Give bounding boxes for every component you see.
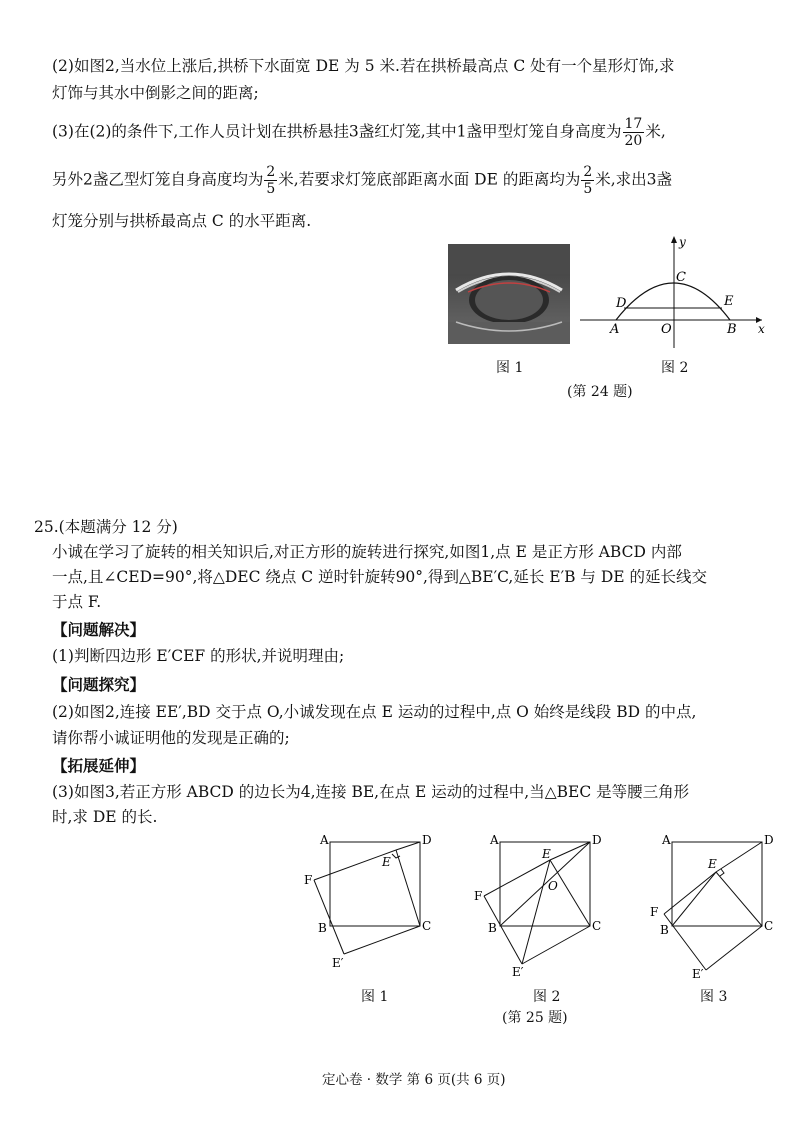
q24-part3-line3: 灯笼分别与拱桥最高点 C 的水平距离. xyxy=(52,212,312,230)
page-footer: 定心卷 · 数学 第 6 页(共 6 页) xyxy=(322,1072,506,1088)
segment-E-prime-C xyxy=(344,926,420,954)
fig3-label-E: E xyxy=(708,857,717,871)
q25-part1: (1)判断四边形 E′CEF 的形状,并说明理由; xyxy=(52,647,345,665)
segment-DE xyxy=(550,842,590,860)
q25-fig2-caption: 图 2 xyxy=(533,989,561,1005)
q24-parabola-diagram xyxy=(580,232,770,350)
label-D: D xyxy=(616,296,627,311)
q25-section2-heading: 【问题探究】 xyxy=(52,675,146,694)
q24-part3-text-d: 米,若要求灯笼底部距离水面 DE 的距离均为 xyxy=(278,170,581,189)
fig1-label-E-prime: E′ xyxy=(332,956,344,970)
y-axis-arrow-icon xyxy=(671,236,677,243)
q24-part3-line2 xyxy=(52,164,672,197)
q25-part2-line2: 请你帮小诚证明他的发现是正确的; xyxy=(52,729,290,747)
segment-EC xyxy=(716,872,762,926)
fig2-label-E: E xyxy=(542,847,551,861)
q24-part3-text-c: 另外2盏乙型灯笼自身高度均为 xyxy=(52,170,264,189)
fig2-label-C: C xyxy=(592,919,602,933)
q25-line1: 小诚在学习了旋转的相关知识后,对正方形的旋转进行探究,如图1,点 E 是正方形 ABCD 内部 xyxy=(52,543,682,561)
fig1-label-F: F xyxy=(304,873,313,887)
fig1-label-C: C xyxy=(422,919,432,933)
fig1-label-D: D xyxy=(422,833,432,847)
fig1-label-E: E xyxy=(382,855,391,869)
segment-FE xyxy=(484,860,550,896)
segment-E-prime-C xyxy=(522,926,590,964)
q25-part3-line1: (3)如图3,若正方形 ABCD 的边长为4,连接 BE,在点 E 运动的过程中,当△BEC 是等腰三角形 xyxy=(52,783,690,801)
right-angle-mark xyxy=(720,869,724,876)
q25-section1-heading: 【问题解决】 xyxy=(52,620,146,639)
arch-curve xyxy=(616,283,730,320)
q24-fig1-caption: 图 1 xyxy=(496,360,524,376)
fig2-label-D: D xyxy=(592,833,602,847)
segment-BE xyxy=(672,872,716,926)
fig2-label-A: A xyxy=(490,833,499,847)
fig3-label-D: D xyxy=(764,833,774,847)
q25-line2: 一点,且∠CED=90°,将△DEC 绕点 C 逆时针旋转90°,得到△BE′C,延长 E′B 与 DE 的延长线交 xyxy=(52,568,708,586)
segment-DE xyxy=(396,842,420,850)
square-ABCD xyxy=(672,842,762,926)
label-A: A xyxy=(610,322,620,337)
q25-section3-heading: 【拓展延伸】 xyxy=(52,756,146,775)
segment-FE-prime xyxy=(664,914,706,970)
label-O: O xyxy=(661,322,672,337)
fig2-label-F: F xyxy=(474,889,483,903)
q24-part3-text-e: 米,求出3盏 xyxy=(595,170,673,189)
segment-EC xyxy=(550,860,590,926)
fig3-label-C: C xyxy=(764,919,774,933)
q25-fig3-caption: 图 3 xyxy=(700,989,728,1005)
fig2-label-E-prime: E′ xyxy=(512,965,524,978)
segment-DE xyxy=(716,842,762,872)
label-B: B xyxy=(727,322,737,337)
q25-figure1 xyxy=(298,828,448,978)
q25-figure3 xyxy=(644,828,784,978)
fig3-label-E-prime: E′ xyxy=(692,967,704,978)
q24-part2-line2: 灯饰与其水中倒影之间的距离; xyxy=(52,84,259,102)
fig2-label-O: O xyxy=(548,879,558,893)
fig2-label-B: B xyxy=(488,921,497,935)
q24-fig2-caption: 图 2 xyxy=(661,360,689,376)
fig1-label-B: B xyxy=(318,921,327,935)
q25-part2-line1: (2)如图2,连接 EE′,BD 交于点 O,小诚发现在点 E 运动的过程中,点 O 始终是线段 BD 的中点, xyxy=(52,703,697,721)
q25-figure2 xyxy=(472,828,612,978)
fig3-label-B: B xyxy=(660,923,669,937)
fig3-label-A: A xyxy=(662,833,671,847)
segment-E-prime-C xyxy=(706,926,762,970)
q24-part3-text-b: 米, xyxy=(645,122,666,141)
segment-EE-prime xyxy=(522,860,550,964)
q25-fig1-caption: 图 1 xyxy=(361,989,389,1005)
fig3-label-F: F xyxy=(650,905,659,919)
label-C: C xyxy=(676,270,686,285)
segment-FE-prime xyxy=(314,880,344,954)
fraction-2-5-b: $\frac{2}{5}$ xyxy=(583,164,593,197)
q25-heading: 25.(本题满分 12 分) xyxy=(34,518,178,536)
segment-EC xyxy=(396,850,420,926)
q25-line3: 于点 F. xyxy=(52,593,102,611)
label-x: x xyxy=(758,322,765,336)
q24-part2-line1: (2)如图2,当水位上涨后,拱桥下水面宽 DE 为 5 米.若在拱桥最高点 C 处有一个星形灯饰,求 xyxy=(52,57,675,75)
q24-part3-line1 xyxy=(52,116,666,149)
q24-part3-text-a: (3)在(2)的条件下,工作人员计划在拱桥悬挂3盏红灯笼,其中1盏甲型灯笼自身高度为 xyxy=(52,122,622,141)
q25-part3-line2: 时,求 DE 的长. xyxy=(52,808,158,826)
fraction-2-5-a: $\frac{2}{5}$ xyxy=(266,164,276,197)
bridge-photo xyxy=(448,244,570,344)
q25-label: (第 25 题) xyxy=(502,1010,568,1026)
label-E: E xyxy=(724,294,734,309)
fraction-17-20: $\frac{17}{20}$ xyxy=(624,116,643,149)
label-y: y xyxy=(679,235,686,249)
q24-label: (第 24 题) xyxy=(567,384,633,400)
fig1-label-A: A xyxy=(320,833,329,847)
